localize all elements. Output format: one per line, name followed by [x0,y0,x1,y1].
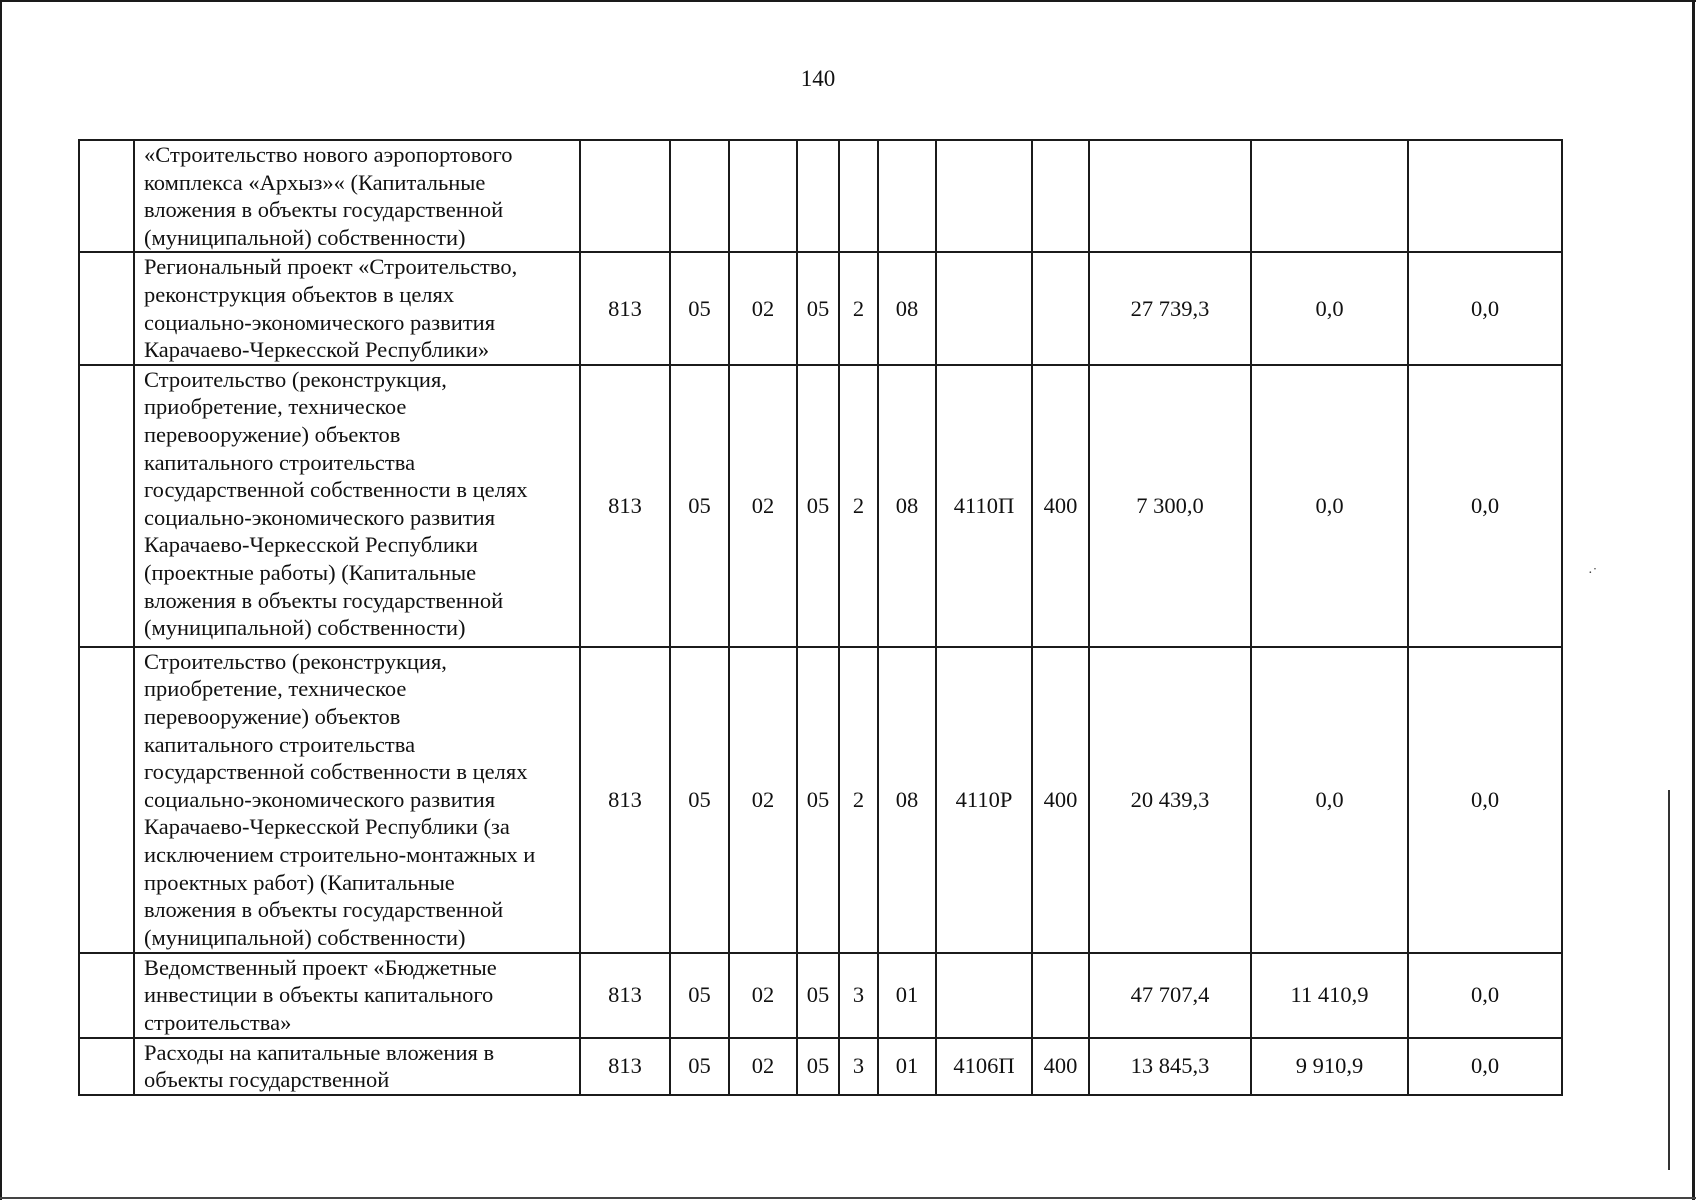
table-row [79,647,1562,953]
amount-year3-cell: 0,0 [1408,953,1562,1038]
subsection-cell: 02 [729,647,797,953]
gov-code-cell: 813 [580,1038,670,1095]
subsection-cell: 02 [729,1038,797,1095]
description-cell: «Строительство нового аэропортового комплекса «Архыз»« (Капитальные вложения в объекты государственной (муниципальной) собственности) [134,140,580,252]
description-cell: Расходы на капитальные вложения в объекты государственной [134,1038,580,1095]
subprogram-cell [839,140,878,252]
program-cell: 05 [797,252,839,364]
program-cell: 05 [797,953,839,1038]
description-cell: Региональный проект «Строительство, реконструкция объектов в целях социально-экономического развития Карачаево-Черкесской Республики» [134,252,580,364]
amount-year3-cell: 0,0 [1408,365,1562,647]
subsection-cell [729,140,797,252]
subsection-cell: 02 [729,365,797,647]
row-number-cell [79,140,134,252]
subprogram-cell: 2 [839,647,878,953]
direction-cell [936,252,1032,364]
amount-year2-cell [1251,140,1408,252]
row-number-cell [79,953,134,1038]
expense-type-cell [1032,140,1089,252]
scan-edge-right-inner [1668,790,1670,1170]
amount-year3-cell: 0,0 [1408,647,1562,953]
project-cell: 08 [878,252,936,364]
direction-cell [936,140,1032,252]
table-row [79,365,1562,647]
program-cell [797,140,839,252]
table-row [79,1038,1562,1095]
row-number-cell [79,252,134,364]
gov-code-cell [580,140,670,252]
gov-code-cell: 813 [580,953,670,1038]
direction-cell: 4110П [936,365,1032,647]
amount-year1-cell: 13 845,3 [1089,1038,1251,1095]
direction-cell: 4106П [936,1038,1032,1095]
amount-year1-cell [1089,140,1251,252]
direction-cell: 4110Р [936,647,1032,953]
project-cell [878,140,936,252]
section-cell: 05 [670,647,729,953]
subsection-cell: 02 [729,953,797,1038]
subprogram-cell: 2 [839,252,878,364]
gov-code-cell: 813 [580,365,670,647]
scan-edge-bottom [0,1197,1696,1199]
budget-table [78,139,1563,1096]
subsection-cell: 02 [729,252,797,364]
description-cell: Строительство (реконструкция, приобретение, техническое перевооружение) объектов капитального строительства государственной собственности в целях социально-экономического развития Карачаево-Черкесской Республики (проектные работы) (Капитальные вложения в объекты государственной (муниципальной) собственности) [134,365,580,647]
expense-type-cell: 400 [1032,647,1089,953]
amount-year3-cell: 0,0 [1408,1038,1562,1095]
amount-year2-cell: 9 910,9 [1251,1038,1408,1095]
expense-type-cell: 400 [1032,365,1089,647]
amount-year2-cell: 0,0 [1251,252,1408,364]
amount-year1-cell: 27 739,3 [1089,252,1251,364]
section-cell: 05 [670,1038,729,1095]
amount-year2-cell: 0,0 [1251,365,1408,647]
row-number-cell [79,647,134,953]
expense-type-cell [1032,953,1089,1038]
section-cell: 05 [670,365,729,647]
description-cell: Ведомственный проект «Бюджетные инвестиции в объекты капитального строительства» [134,953,580,1038]
table-row [79,140,1562,252]
project-cell: 01 [878,1038,936,1095]
description-cell: Строительство (реконструкция, приобретение, техническое перевооружение) объектов капитального строительства государственной собственности в целях социально-экономического развития Карачаево-Черкесской Республики (за исключением строительно-монтажных и проектных работ) (Капитальные вложения в объекты государственной (муниципальной) собственности) [134,647,580,953]
project-cell: 01 [878,953,936,1038]
gov-code-cell: 813 [580,252,670,364]
page-number: 140 [800,66,836,91]
program-cell: 05 [797,1038,839,1095]
program-cell: 05 [797,365,839,647]
amount-year2-cell: 11 410,9 [1251,953,1408,1038]
table-row [79,252,1562,364]
section-cell [670,140,729,252]
project-cell: 08 [878,365,936,647]
section-cell: 05 [670,252,729,364]
subprogram-cell: 2 [839,365,878,647]
direction-cell [936,953,1032,1038]
scan-speck: ·˙ [1588,566,1598,581]
row-number-cell [79,365,134,647]
amount-year3-cell [1408,140,1562,252]
gov-code-cell: 813 [580,647,670,953]
program-cell: 05 [797,647,839,953]
section-cell: 05 [670,953,729,1038]
amount-year1-cell: 7 300,0 [1089,365,1251,647]
amount-year3-cell: 0,0 [1408,252,1562,364]
table-row [79,953,1562,1038]
scan-edge-right [1692,0,1695,1200]
row-number-cell [79,1038,134,1095]
project-cell: 08 [878,647,936,953]
expense-type-cell: 400 [1032,1038,1089,1095]
subprogram-cell: 3 [839,953,878,1038]
amount-year1-cell: 20 439,3 [1089,647,1251,953]
amount-year1-cell: 47 707,4 [1089,953,1251,1038]
subprogram-cell: 3 [839,1038,878,1095]
scan-edge-left [0,0,2,1200]
scan-edge-top [0,0,1696,2]
amount-year2-cell: 0,0 [1251,647,1408,953]
expense-type-cell [1032,252,1089,364]
